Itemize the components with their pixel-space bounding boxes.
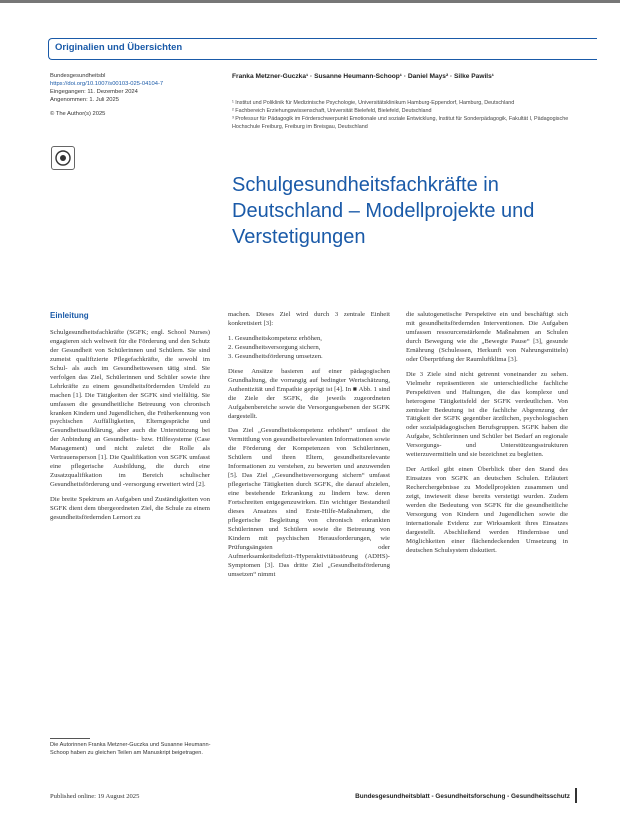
body-column-1 — [50, 312, 210, 529]
footnote: Die Autorinnen Franka Metzner-Guczka und Susanne Heumann-Schoop haben zu gleichen Teilen am Manuskript beigetragen. — [50, 742, 211, 756]
paragraph: die salutogenetische Perspektive ein und beschäftigt sich mit gesundheitsfördernden Interventionen. Die Aufgaben umfassen ressourcenstärkende Maßnahmen an Schulen durch Bewegung wie die „Bewegte Pause“ [3], gesunde Ernährung (Schulessen, Herkunft von Nahrungsmitteln) oder Überprüfung der Raumluftklima [3]. — [406, 311, 568, 363]
paragraph: Die breite Spektrum an Aufgaben und Zuständigkeiten von SGFK dient dem übergeordneten Ziel, die Schule zu einem gesundheitsfördernden Lernort zu — [50, 496, 210, 522]
article-title: Schulgesundheitsfachkräfte in Deutschland – Modellprojekte und Verstetigungen — [232, 174, 535, 248]
body-column-3 — [406, 311, 568, 562]
published-date: Published online: 19 August 2025 — [50, 793, 140, 800]
paragraph: machen. Dieses Ziel wird durch 3 zentrale Einheit konkretisiert [3]: — [228, 311, 390, 327]
paragraph: Diese Ansätze basieren auf einer pädagogischen Grundhaltung, die vorrangig auf bedingter Wertschätzung, Authentizität und Empathie geprägt ist [4]. In ■ Abb. 1 sind die Ziele der SGFK, die jeweils zugeordneten Aufgabenbereiche sowie die Versorgungsebenen der SGFK dargestellt. — [228, 367, 390, 420]
affiliation-3: ³ Professur für Pädagogik im Förderschwerpunkt Emotionale und soziale Entwicklung, Institut für Sonderpädagogik, Fakultät I, Pädagogische Hochschule Freiburg, Freiburg im Breisgau, Deutschland — [232, 116, 569, 130]
affiliation-2: ² Fachbereich Erziehungswissenschaft, Universität Bielefeld, Bielefeld, Deutschland — [232, 108, 432, 115]
paragraph: Der Artikel gibt einen Überblick über den Stand des Einsatzes von SGFK an deutschen Schulen. Erläutert Recherchergebnisse zu Modellprojekten zusammen und zeigt, inwieweit diese bereits verstetigt wurden. Zudem werden die Bedeutung von SGFK für die gesundheitliche Versorgung von Kindern und Jugendlichen sowie die internationale Evidenz zur Wirksamkeit ihres Einsatzes dargestellt. Abschließend werden Hindernisse und Möglichkeiten einer flächendeckenden Umsetzung in deutschen Schulsystem diskutiert. — [406, 466, 568, 554]
paragraph: Das Ziel „Gesundheitskompetenz erhöhen“ umfasst die Vermittlung von gesundheitsrelevanten Informationen sowie die Förderung der Kompetenzen von Schülerinnen, Schülern und ihren Eltern, gesundheitsrelevante Informationen zu verstehen, zu bewerten und anzuwenden [5]. Das Ziel „Gesundheitsversorgung sichern“ umfasst pflegerische Tätigkeiten durch SGFK, die darauf abzielen, eine bestehende Erkrankung zu lindern bzw. deren Fortschreiten entgegenzuwirken. Ein wichtiger Bestandteil dieses Ansatzes sind Erste-Hilfe-Maßnahmen, die pflegerische Begleitung von chronisch erkrankten Schülerinnen und Schülern sowie die Betreuung von Kindern mit psychischen Herausforderungen, wie Prüfungsängsten oder Aufmerksamkeitsdefizit-/Hyperaktivitätsstörung (ADHS)-Symptomen [3]. Das dritte Ziel „Gesundheitsförderung umsetzen“ nimmt — [228, 427, 390, 578]
journal-abbrev: Bundesgesundheitsbl — [50, 73, 106, 79]
list-item: 3. Gesundheitsförderung umsetzen. — [228, 352, 323, 360]
section-title: Originalien und Übersichten — [55, 42, 183, 53]
list-item: 1. Gesundheitskompetenz erhöhen, — [228, 334, 322, 342]
accepted-date: Angenommen: 1. Juli 2025 — [50, 97, 119, 103]
open-access-icon[interactable] — [51, 146, 75, 170]
copyright: © The Author(s) 2025 — [50, 111, 106, 117]
journal-footer: Bundesgesundheitsblatt - Gesundheitsforschung - Gesundheitsschutz — [355, 793, 570, 800]
goal-list — [228, 335, 390, 362]
page-edge-marker — [575, 788, 577, 803]
author-list: Franka Metzner-Guczka¹ · Susanne Heumann-Schoop¹ · Daniel Mays² · Silke Pawils¹ — [232, 73, 494, 80]
footnote-rule — [50, 738, 90, 739]
doi-link[interactable]: https://doi.org/10.1007/s00103-025-04104-7 — [50, 81, 164, 87]
affiliation-1: ¹ Institut und Poliklinik für Medizinische Psychologie, Universitätsklinikum Hamburg-Eppendorf, Hamburg, Deutschland — [232, 100, 515, 106]
body-column-2 — [228, 311, 390, 586]
top-rule — [0, 0, 620, 3]
article-meta — [50, 72, 220, 118]
paragraph: Die 3 Ziele sind nicht getrennt voneinander zu sehen. Vielmehr repräsentieren sie unterschiedliche fachliche Perspektiven und Haltungen, die das komplexe und heterogene Tätigkeitsfeld der SGFK verdeutlichen. Von zentraler Bedeutung ist die fachliche Abgrenzung der Tätigkeit der SGFK gegenüber ärztlichen, psychologischen oder sozialpädagogischen Berufsgruppen. SGFK haben die Aufgabe, Schülerinnen und Schüler bei Bedarf an regionale Versorgungs- und Unterstützungsstrukturen weiterzuvermitteln und sie bezeichnet zu begleiten. — [406, 370, 568, 459]
section-heading: Einleitung — [50, 311, 89, 320]
affiliations — [232, 100, 582, 132]
list-item: 2. Gesundheitsversorgung sichern, — [228, 343, 321, 351]
paragraph: Schulgesundheitsfachkräfte (SGFK; engl. School Nurses) engagieren sich weltweit für die Förderung und den Schutz der Gesundheit von Schülerinnen und Schülern. Sie sind zumeist qualifizierte Pflegefachkräfte, die sowohl im Schul- als auch im Gesundheitswesen tätig sind. Sie verfolgen das Ziel, Schülerinnen und Schüler sowie ihre Lehrkräfte zu einem gesundheitsfördernden Umfeld zu machen [1]. Die Tätigkeiten der SGFK sind vielfältig. Sie umfassen die gesundheitliche Betreuung von chronisch kranken Kindern und Jugendlichen, die Früherkennung von psychischen Auffälligkeiten, Elterngespräche und Gesundheitsaufklärung, aber auch die Unterstützung bei der Anbindung an Gesundheits- bzw. Hilfesysteme (Case Management) und nicht zuletzt die Rolle als Vertrauensperson [1]. Die Qualifikation von SGFK umfasst eine pflegerische Ausbildung, die durch eine Zusatzqualifikation im Bereich schulischer Gesundheitsförderung und -versorgung erweitert wird [2]. — [50, 328, 210, 489]
received-date: Eingegangen: 11. Dezember 2024 — [50, 89, 138, 95]
section-header — [48, 38, 597, 60]
